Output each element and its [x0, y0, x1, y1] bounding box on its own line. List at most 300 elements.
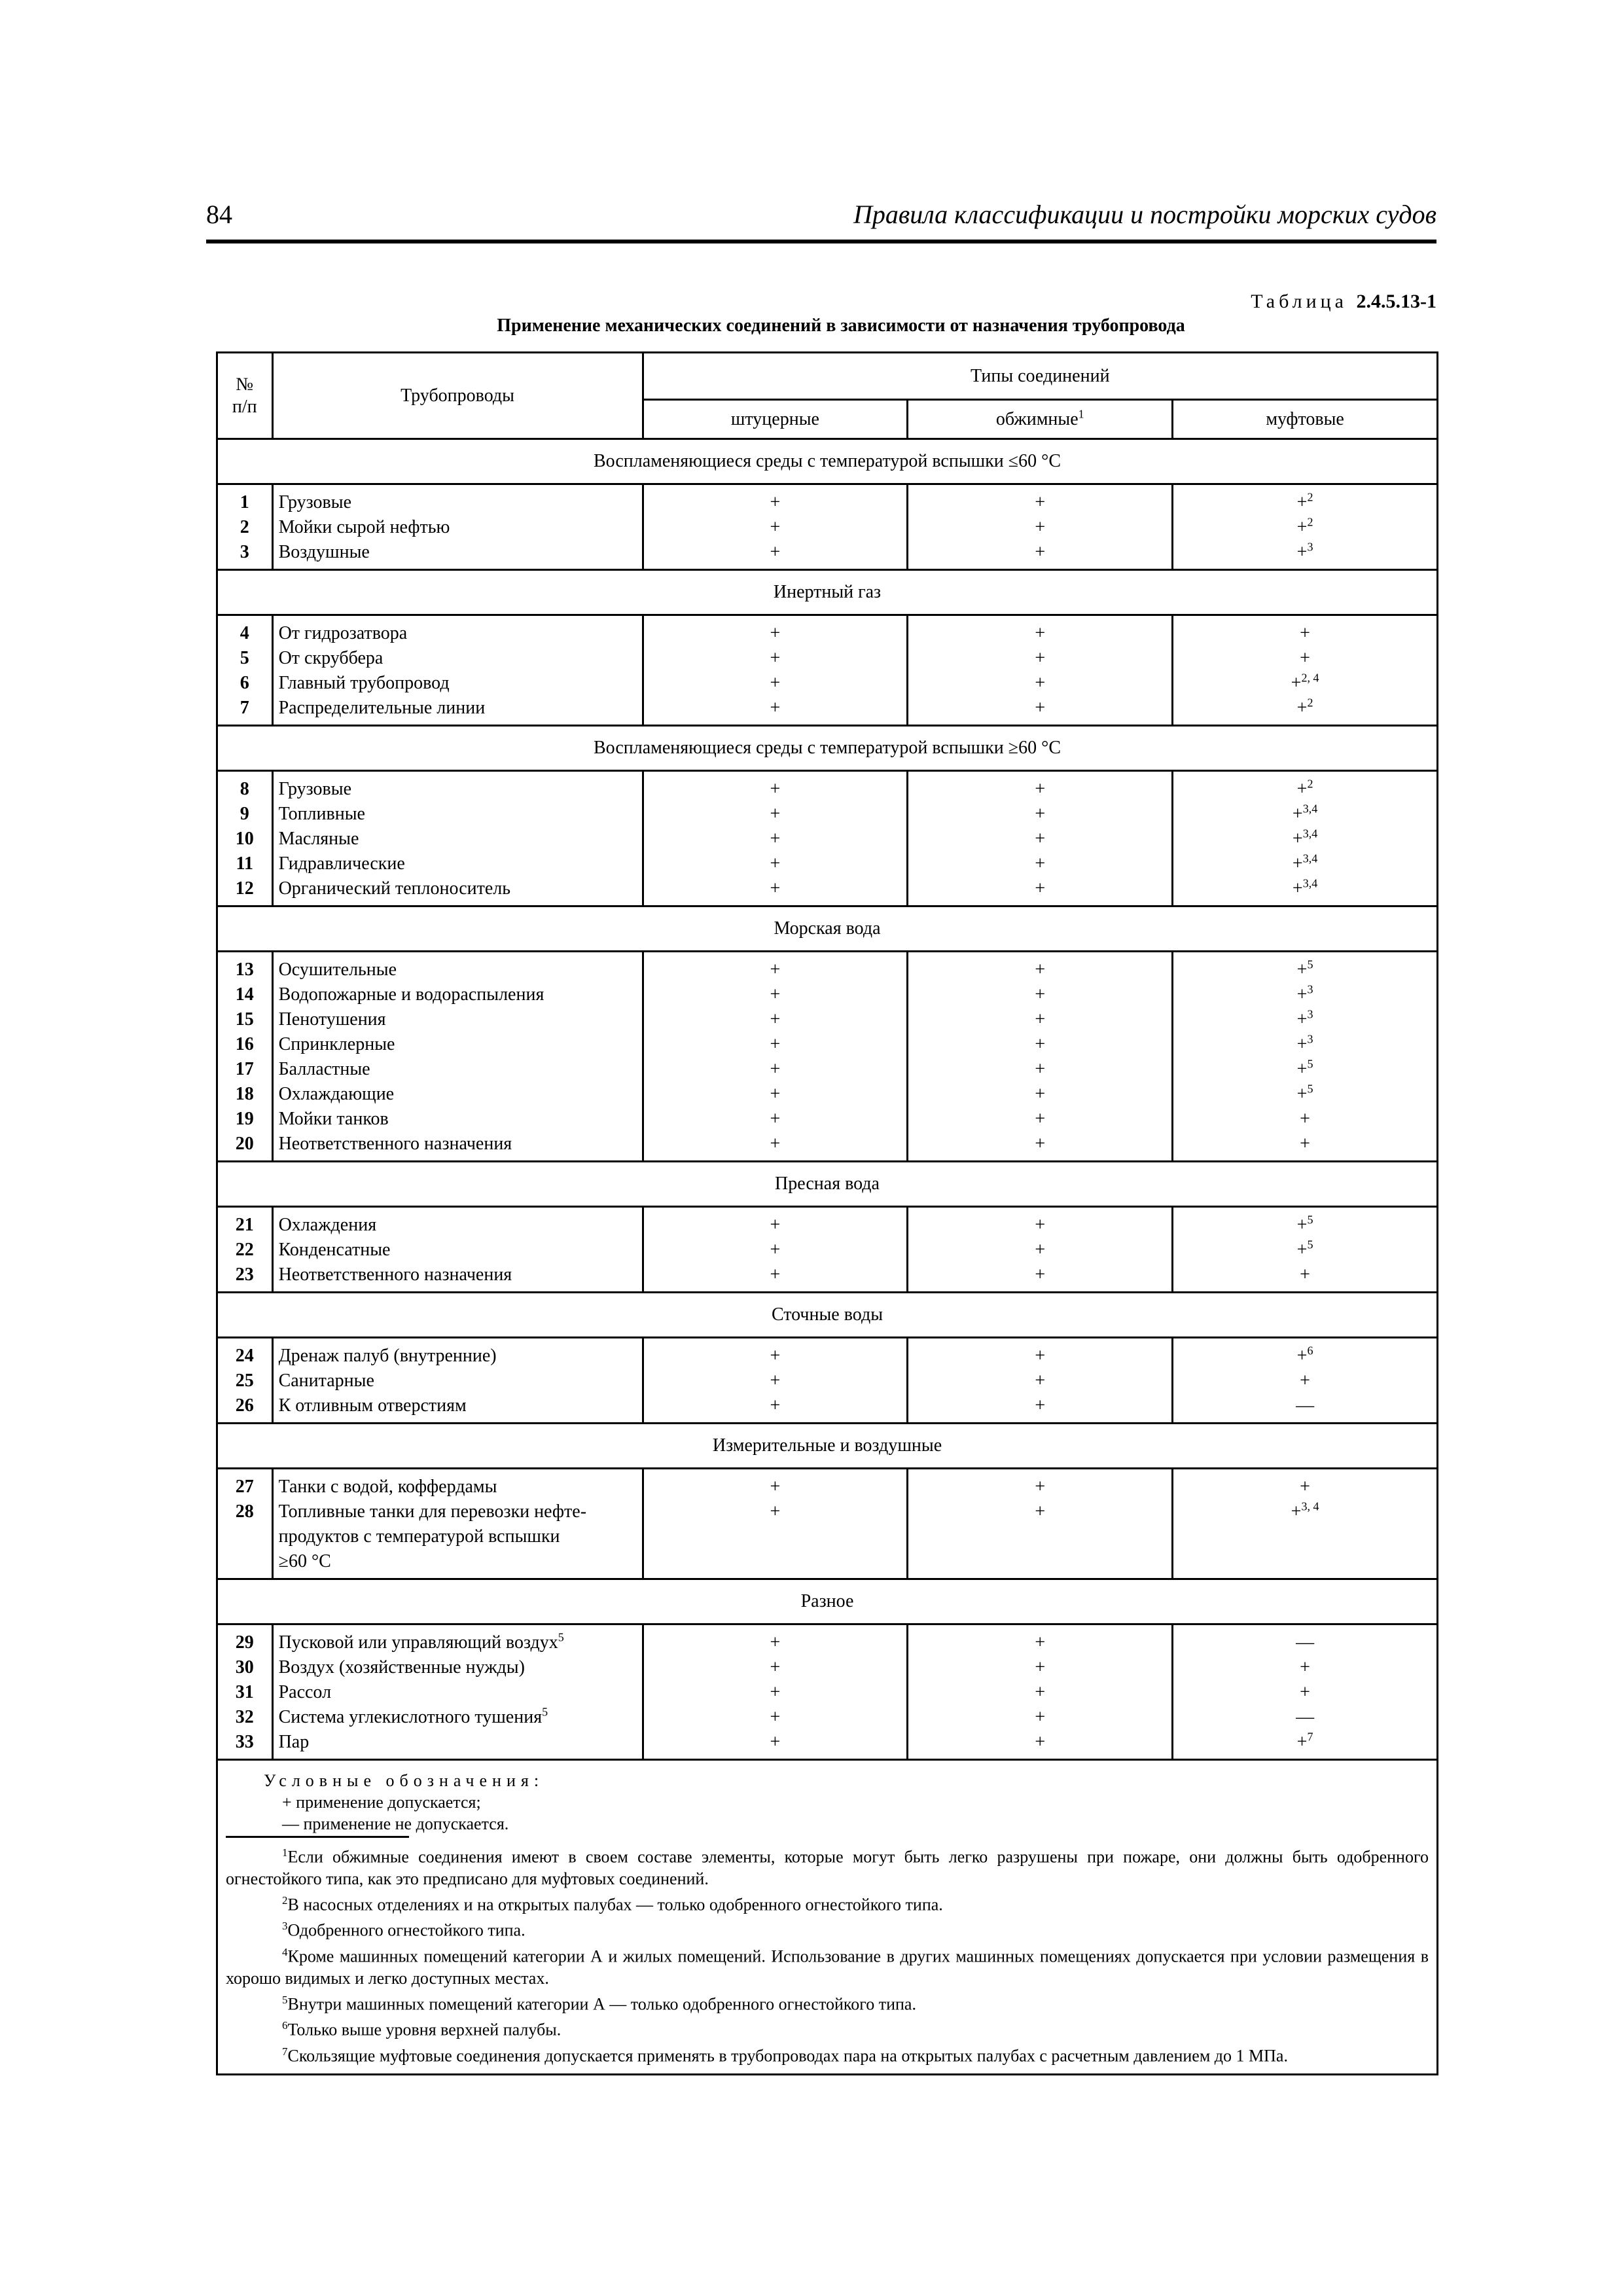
pipeline-name-text: Воздух (хозяйственные нужды) — [278, 1657, 525, 1677]
shtutser-mark — [644, 1238, 907, 1263]
shtutser-mark-symbol: + — [770, 1346, 781, 1366]
footnote-ref: 2, 4 — [1301, 671, 1319, 685]
mufta-mark-symbol: + — [1300, 1477, 1310, 1497]
connections-table — [216, 351, 1438, 2075]
obzhim-mark — [908, 515, 1171, 540]
shtutser-mark-symbol: + — [770, 1059, 781, 1079]
section-rows — [217, 952, 1438, 1162]
mufta-mark-symbol: + — [1300, 1682, 1310, 1702]
shtutser-mark-symbol: + — [770, 878, 781, 899]
obzhim-mark-symbol: + — [1035, 1265, 1046, 1285]
shtutser-mark-symbol: + — [770, 1395, 781, 1416]
pipeline-name-text: Неответственного назначения — [278, 1134, 512, 1154]
row-number: 20 — [235, 1134, 254, 1154]
obzhim-mark — [908, 1007, 1171, 1032]
row-names — [272, 1338, 643, 1424]
mufta-mark-symbol: + — [1296, 1034, 1308, 1054]
shtutser-mark-symbol: + — [770, 1134, 781, 1154]
shtutser-mark — [644, 1107, 907, 1132]
pipeline-name — [279, 1263, 642, 1287]
row-numbers — [217, 1207, 273, 1293]
section-title: Измерительные и воздушные — [217, 1424, 1438, 1469]
footnote-ref: 5 — [1307, 1057, 1313, 1071]
obzhim-mark-symbol: + — [1035, 623, 1046, 643]
section-title: Воспламеняющиеся среды с температурой вспышки ≤60 °C — [217, 439, 1438, 484]
obzhim-mark — [908, 876, 1171, 901]
mufta-mark — [1173, 876, 1436, 901]
page-header — [206, 194, 1436, 243]
pipeline-name — [279, 827, 642, 852]
footnote-ref: 2 — [1307, 515, 1313, 529]
shtutser-mark — [644, 696, 907, 721]
obzhim-mark-symbol: + — [1035, 1034, 1046, 1054]
row-number: 32 — [235, 1707, 254, 1727]
row-numbers — [217, 615, 273, 726]
footnote-text: Скользящие муфтовые соединения допускается применять в трубопроводах пара на открытых палубах с расчетным давлением до 1 МПа. — [287, 2046, 1288, 2066]
pipeline-name-text: Осушительные — [278, 960, 397, 980]
pipeline-name — [279, 540, 642, 565]
pipeline-name — [279, 852, 642, 876]
mufta-mark-symbol: + — [1296, 779, 1308, 799]
mufta-mark-symbol: — — [1296, 1395, 1315, 1416]
footnote-ref: 7 — [1307, 1730, 1313, 1744]
row-number: 29 — [235, 1632, 254, 1653]
col-obzhim-values — [908, 615, 1173, 726]
col-shtutser-values — [643, 1469, 908, 1579]
row-number: 16 — [235, 1034, 254, 1054]
shtutser-mark — [644, 1655, 907, 1680]
pipeline-name-text: Воздушные — [278, 542, 370, 562]
pipeline-name-text: Мойки танков — [278, 1109, 389, 1129]
notes-cell — [217, 1760, 1438, 2075]
shtutser-mark — [644, 1007, 907, 1032]
row-number: 26 — [235, 1395, 254, 1416]
pipeline-name — [279, 696, 642, 721]
pipeline-name — [279, 1730, 642, 1755]
shtutser-mark-symbol: + — [770, 698, 781, 718]
shtutser-mark — [644, 827, 907, 852]
table-label-number: 2.4.5.13-1 — [1356, 291, 1436, 312]
pipeline-name-text: Пар — [278, 1732, 310, 1752]
footnote-ref: 2 — [1307, 777, 1313, 791]
obzhim-mark — [908, 1730, 1171, 1755]
shtutser-mark-symbol: + — [770, 623, 781, 643]
col-mufta-values — [1173, 484, 1438, 570]
shtutser-mark-symbol: + — [770, 1109, 781, 1129]
col-shtutser-values — [643, 771, 908, 906]
obzhim-mark — [908, 696, 1171, 721]
section-rows — [217, 1469, 1438, 1579]
mufta-mark — [1173, 540, 1436, 565]
section-title: Морская вода — [217, 906, 1438, 952]
row-number: 30 — [235, 1657, 254, 1677]
pipeline-name-text: Пенотушения — [278, 1009, 386, 1030]
obzhim-mark-symbol: + — [1035, 492, 1046, 512]
pipeline-name — [279, 1057, 642, 1082]
obzhim-mark-symbol: + — [1035, 1501, 1046, 1522]
obzhim-mark-symbol: + — [1035, 1632, 1046, 1653]
row-number: 10 — [235, 829, 254, 849]
pipeline-name — [279, 802, 642, 827]
row-number: 11 — [236, 853, 254, 874]
footnote-text: Если обжимные соединения имеют в своем составе элементы, которые могут быть легко разрушены при пожаре, они должны быть одобренного огнестойкого типа, как это предписано для муфтовых соединений. — [226, 1847, 1429, 1888]
shtutser-mark — [644, 958, 907, 982]
row-number: 21 — [235, 1215, 254, 1235]
obzhim-mark-symbol: + — [1035, 1371, 1046, 1391]
row-number: 7 — [240, 698, 249, 718]
mufta-mark — [1173, 827, 1436, 852]
pipeline-name — [279, 1630, 642, 1655]
mufta-mark-symbol: + — [1296, 1215, 1308, 1235]
shtutser-mark — [644, 1499, 907, 1574]
table-label — [1251, 291, 1436, 313]
obzhim-mark-symbol: + — [1035, 1109, 1046, 1129]
shtutser-mark-symbol: + — [770, 673, 781, 693]
row-number: 28 — [235, 1501, 254, 1522]
pipeline-name — [279, 1369, 642, 1393]
col-mufta-values — [1173, 771, 1438, 906]
obzhim-mark-symbol: + — [1035, 1009, 1046, 1030]
pipeline-name-text: От гидрозатвора — [278, 623, 408, 643]
col-mufta-values — [1173, 1624, 1438, 1760]
footnote-divider — [226, 1836, 409, 1838]
mufta-mark-symbol: + — [1300, 623, 1310, 643]
shtutser-mark-symbol: + — [770, 1371, 781, 1391]
page-number: 84 — [206, 200, 232, 229]
mufta-mark-symbol: + — [1296, 492, 1308, 512]
row-number: 14 — [235, 984, 254, 1005]
row-number: 17 — [235, 1059, 254, 1079]
pipeline-name — [279, 1655, 642, 1680]
shtutser-mark-symbol: + — [770, 1215, 781, 1235]
mufta-mark — [1173, 490, 1436, 515]
obzhim-mark — [908, 827, 1171, 852]
col-header-obzhim-label: обжимные — [995, 408, 1079, 429]
table-label-word: Таблица — [1251, 291, 1347, 312]
pipeline-name-text: Грузовые — [278, 779, 351, 799]
section-rows — [217, 1207, 1438, 1293]
footnote — [226, 1941, 1429, 1989]
shtutser-mark — [644, 876, 907, 901]
row-number: 18 — [235, 1084, 254, 1104]
mufta-mark — [1173, 777, 1436, 802]
legend-item: + применение допускается; — [282, 1793, 481, 1812]
obzhim-mark-symbol: + — [1035, 779, 1046, 799]
section-title: Пресная вода — [217, 1162, 1438, 1207]
obzhim-mark — [908, 1213, 1171, 1238]
pipeline-name — [279, 982, 642, 1007]
section-rows — [217, 771, 1438, 906]
shtutser-mark-symbol: + — [770, 1034, 781, 1054]
pipeline-name — [279, 515, 642, 540]
col-obzhim-values — [908, 484, 1173, 570]
pipeline-name — [279, 777, 642, 802]
pipeline-name — [279, 671, 642, 696]
col-header-obzhim — [908, 400, 1173, 439]
row-number: 2 — [240, 517, 249, 537]
footnote-number: 2 — [282, 1893, 288, 1907]
mufta-mark — [1173, 1655, 1436, 1680]
col-mufta-values — [1173, 1338, 1438, 1424]
pipeline-name — [279, 1007, 642, 1032]
shtutser-mark-symbol: + — [770, 853, 781, 874]
obzhim-mark — [908, 958, 1171, 982]
row-number: 3 — [240, 542, 249, 562]
row-number: 5 — [240, 648, 249, 668]
footnote-ref: 5 — [1307, 1213, 1313, 1227]
pipeline-name-line: ≥60 °C — [278, 1551, 331, 1571]
footnote-text: Одобренного огнестойкого типа. — [287, 1920, 526, 1940]
obzhim-mark — [908, 1630, 1171, 1655]
footnote — [226, 1989, 1429, 2015]
obzhim-mark — [908, 982, 1171, 1007]
mufta-mark — [1173, 1369, 1436, 1393]
table-caption: Применение механических соединений в зависимости от назначения трубопровода — [497, 315, 1185, 336]
pipeline-name — [279, 1032, 642, 1057]
footnote — [226, 1890, 1429, 1916]
row-number: 27 — [235, 1477, 254, 1497]
mufta-mark-symbol: + — [1291, 1501, 1302, 1522]
mufta-mark-symbol: + — [1292, 804, 1303, 824]
obzhim-mark — [908, 1263, 1171, 1287]
shtutser-mark-symbol: + — [770, 804, 781, 824]
col-mufta-values — [1173, 1207, 1438, 1293]
pipeline-name — [279, 1393, 642, 1418]
mufta-mark-symbol: + — [1300, 1134, 1310, 1154]
mufta-mark — [1173, 1082, 1436, 1107]
mufta-mark — [1173, 696, 1436, 721]
row-number: 9 — [240, 804, 249, 824]
mufta-mark-symbol: + — [1296, 1346, 1308, 1366]
mufta-mark-symbol: + — [1296, 1059, 1308, 1079]
pipeline-name-line: продуктов с температурой вспышки — [278, 1526, 560, 1547]
col-header-mufta: муфтовые — [1173, 400, 1438, 439]
mufta-mark — [1173, 621, 1436, 646]
obzhim-mark-symbol: + — [1035, 1240, 1046, 1260]
pipeline-name — [279, 646, 642, 671]
row-number: 4 — [240, 623, 249, 643]
footnote-ref: 5 — [1307, 1238, 1313, 1251]
shtutser-mark-symbol: + — [770, 1632, 781, 1653]
pipeline-name-multiline — [279, 1499, 642, 1574]
section-title: Сточные воды — [217, 1293, 1438, 1338]
pipeline-name-line: Топливные танки для перевозки нефте- — [278, 1501, 587, 1522]
mufta-mark-symbol: + — [1292, 878, 1303, 899]
mufta-mark-symbol: + — [1300, 1657, 1310, 1677]
mufta-mark — [1173, 852, 1436, 876]
mufta-mark-symbol: + — [1300, 1265, 1310, 1285]
mufta-mark — [1173, 802, 1436, 827]
footnote-ref: 5 — [558, 1630, 564, 1644]
obzhim-mark-symbol: + — [1035, 648, 1046, 668]
footnote-number: 3 — [282, 1920, 288, 1933]
col-shtutser-values — [643, 615, 908, 726]
col-obzhim-values — [908, 1207, 1173, 1293]
mufta-mark-symbol: + — [1300, 648, 1310, 668]
col-header-pipelines: Трубопроводы — [272, 353, 643, 439]
pipeline-name-text: Органический теплоноситель — [278, 878, 511, 899]
pipeline-name-text: Охлаждения — [278, 1215, 377, 1235]
shtutser-mark — [644, 982, 907, 1007]
row-numbers — [217, 771, 273, 906]
shtutser-mark — [644, 1705, 907, 1730]
pipeline-name — [279, 1132, 642, 1157]
footnote-ref: 5 — [1307, 958, 1313, 971]
mufta-mark-symbol: + — [1292, 853, 1303, 874]
shtutser-mark — [644, 1082, 907, 1107]
obzhim-mark — [908, 1107, 1171, 1132]
mufta-mark — [1173, 982, 1436, 1007]
pipeline-name — [279, 876, 642, 901]
pipeline-name-text: Спринклерные — [278, 1034, 395, 1054]
mufta-mark — [1173, 1007, 1436, 1032]
obzhim-mark-symbol: + — [1035, 804, 1046, 824]
col-mufta-values — [1173, 615, 1438, 726]
col-obzhim-values — [908, 1469, 1173, 1579]
shtutser-mark — [644, 1344, 907, 1369]
row-names — [272, 771, 643, 906]
obzhim-mark — [908, 1082, 1171, 1107]
shtutser-mark — [644, 1393, 907, 1418]
mufta-mark — [1173, 1213, 1436, 1238]
pipeline-name — [279, 1107, 642, 1132]
pipeline-name — [279, 1344, 642, 1369]
row-numbers — [217, 1469, 273, 1579]
pipeline-name — [279, 1082, 642, 1107]
mufta-mark — [1173, 1680, 1436, 1705]
row-names — [272, 1624, 643, 1760]
footnote-number: 4 — [282, 1945, 288, 1958]
pipeline-name-text: Главный трубопровод — [278, 673, 450, 693]
obzhim-mark — [908, 646, 1171, 671]
footnote-number: 1 — [282, 1846, 288, 1859]
col-header-types: Типы соединений — [643, 353, 1437, 400]
col-header-num: № п/п — [217, 353, 273, 439]
footnote-ref: 3, 4 — [1301, 1499, 1319, 1513]
pipeline-name-text: Балластные — [278, 1059, 370, 1079]
mufta-mark-symbol: + — [1292, 829, 1303, 849]
obzhim-mark-symbol: + — [1035, 1657, 1046, 1677]
col-shtutser-values — [643, 1338, 908, 1424]
footnote-ref: 3 — [1307, 1032, 1313, 1046]
col-obzhim-values — [908, 1624, 1173, 1760]
legend-item: — применение не допускается. — [282, 1814, 509, 1833]
col-shtutser-values — [643, 1207, 908, 1293]
shtutser-mark-symbol: + — [770, 779, 781, 799]
pipeline-name-text: Топливные — [278, 804, 365, 824]
pipeline-name-text: Распределительные линии — [278, 698, 486, 718]
footnote-ref: 3,4 — [1302, 827, 1318, 840]
row-number: 24 — [235, 1346, 254, 1366]
running-title: Правила классификации и постройки морских судов — [853, 200, 1436, 229]
row-number: 8 — [240, 779, 249, 799]
shtutser-mark-symbol: + — [770, 1265, 781, 1285]
shtutser-mark — [644, 515, 907, 540]
row-numbers — [217, 952, 273, 1162]
shtutser-mark-symbol: + — [770, 492, 781, 512]
mufta-mark — [1173, 958, 1436, 982]
mufta-mark-symbol: + — [1296, 542, 1308, 562]
shtutser-mark — [644, 1263, 907, 1287]
footnote-ref: 3 — [1307, 982, 1313, 996]
row-names — [272, 484, 643, 570]
footnote — [226, 2041, 1429, 2067]
obzhim-mark-symbol: + — [1035, 1134, 1046, 1154]
pipeline-name-text: Масляные — [278, 829, 359, 849]
obzhim-mark — [908, 540, 1171, 565]
shtutser-mark-symbol: + — [770, 1009, 781, 1030]
obzhim-mark-symbol: + — [1035, 1707, 1046, 1727]
footnote-number: 6 — [282, 2019, 288, 2032]
obzhim-mark — [908, 671, 1171, 696]
col-header-obzhim-footnote: 1 — [1078, 407, 1084, 421]
mufta-mark — [1173, 1132, 1436, 1157]
shtutser-mark — [644, 1680, 907, 1705]
footnote-ref: 6 — [1307, 1344, 1313, 1357]
mufta-mark-symbol: + — [1296, 1009, 1308, 1030]
col-mufta-values — [1173, 952, 1438, 1162]
shtutser-mark-symbol: + — [770, 542, 781, 562]
row-numbers — [217, 1624, 273, 1760]
row-number: 22 — [235, 1240, 254, 1260]
footnote-ref: 3,4 — [1302, 852, 1318, 865]
col-mufta-values — [1173, 1469, 1438, 1579]
pipeline-name-text: Система углекислотного тушения — [278, 1707, 543, 1727]
mufta-mark — [1173, 1107, 1436, 1132]
obzhim-mark-symbol: + — [1035, 960, 1046, 980]
pipeline-name — [279, 1213, 642, 1238]
col-obzhim-values — [908, 771, 1173, 906]
obzhim-mark — [908, 777, 1171, 802]
mufta-mark — [1173, 1032, 1436, 1057]
mufta-mark — [1173, 1344, 1436, 1369]
row-names — [272, 1207, 643, 1293]
obzhim-mark — [908, 802, 1171, 827]
section-title: Разное — [217, 1579, 1438, 1624]
row-number: 23 — [235, 1265, 254, 1285]
obzhim-mark — [908, 1369, 1171, 1393]
mufta-mark — [1173, 646, 1436, 671]
shtutser-mark — [644, 540, 907, 565]
col-shtutser-values — [643, 1624, 908, 1760]
obzhim-mark-symbol: + — [1035, 1346, 1046, 1366]
obzhim-mark — [908, 1032, 1171, 1057]
shtutser-mark — [644, 802, 907, 827]
row-names — [272, 952, 643, 1162]
footnote-text: Внутри машинных помещений категории А — только одобренного огнестойкого типа. — [287, 1994, 916, 2014]
shtutser-mark — [644, 1032, 907, 1057]
shtutser-mark-symbol: + — [770, 1084, 781, 1104]
shtutser-mark-symbol: + — [770, 1682, 781, 1702]
mufta-mark — [1173, 1630, 1436, 1655]
shtutser-mark-symbol: + — [770, 1240, 781, 1260]
mufta-mark — [1173, 515, 1436, 540]
mufta-mark-symbol: — — [1296, 1707, 1315, 1727]
mufta-mark-symbol: + — [1296, 517, 1308, 537]
col-shtutser-values — [643, 952, 908, 1162]
obzhim-mark — [908, 1655, 1171, 1680]
obzhim-mark — [908, 1238, 1171, 1263]
shtutser-mark — [644, 777, 907, 802]
row-number: 25 — [235, 1371, 254, 1391]
pipeline-name-text: Рассол — [278, 1682, 332, 1702]
obzhim-mark — [908, 621, 1171, 646]
pipeline-name-text: К отливным отверстиям — [278, 1395, 467, 1416]
row-numbers — [217, 1338, 273, 1424]
mufta-mark — [1173, 1057, 1436, 1082]
mufta-mark-symbol: + — [1296, 698, 1308, 718]
mufta-mark — [1173, 1238, 1436, 1263]
